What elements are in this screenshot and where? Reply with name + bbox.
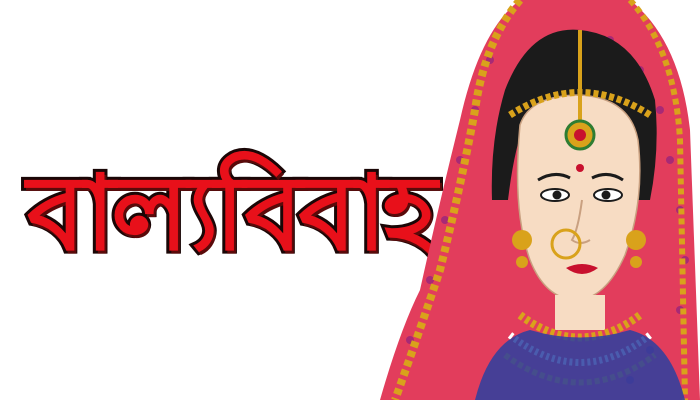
bindi — [576, 164, 584, 172]
bride-illustration — [380, 0, 700, 400]
banner-title: বাল্যবিবাহ — [27, 152, 434, 274]
